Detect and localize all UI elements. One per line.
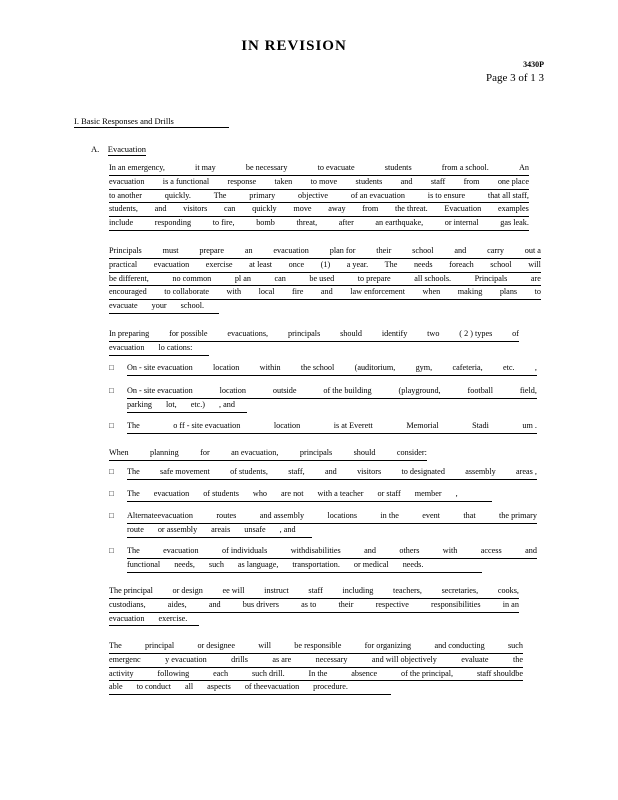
word-group: for possible xyxy=(169,329,208,338)
word-group: the school xyxy=(300,363,335,372)
word-group: when xyxy=(422,287,441,297)
word-group: instruct xyxy=(264,586,289,595)
word-group: and xyxy=(208,599,221,609)
word-group: within xyxy=(259,363,281,372)
word-group: In the xyxy=(308,668,328,678)
word-group: in the xyxy=(380,511,399,520)
word-group: students, xyxy=(109,204,138,214)
text-line xyxy=(109,245,541,259)
word-group: from xyxy=(362,204,379,214)
word-group: must xyxy=(162,246,179,255)
word-group: and assembly xyxy=(259,511,305,520)
word-group: principal xyxy=(145,641,175,650)
word-group: location xyxy=(273,421,301,430)
word-group: access xyxy=(480,546,502,555)
word-group: needs xyxy=(413,259,433,269)
word-group: will xyxy=(528,259,541,269)
word-group: y evacuation xyxy=(165,654,207,664)
bullet-text xyxy=(127,385,537,413)
word-group: students xyxy=(355,176,383,186)
word-group: aspects xyxy=(207,682,231,692)
word-group: and conducting xyxy=(434,641,485,650)
word-group: The xyxy=(213,190,227,200)
word-group: The xyxy=(384,259,398,269)
word-group: transportation. xyxy=(292,559,340,569)
word-group: and xyxy=(320,287,333,297)
word-group: areais xyxy=(211,524,231,534)
word-group: field, xyxy=(519,386,537,395)
word-group: , and xyxy=(219,399,235,409)
word-group: exercise. xyxy=(158,613,188,623)
word-group: of xyxy=(512,329,519,338)
word-group: once xyxy=(288,259,305,269)
bullet-icon: □ xyxy=(109,421,114,430)
word-group: The xyxy=(127,546,140,555)
word-group: location xyxy=(213,363,240,372)
word-group: to prepare xyxy=(357,273,391,283)
word-group: school xyxy=(490,259,512,269)
word-group: principals xyxy=(299,448,333,457)
word-group: The xyxy=(127,489,140,498)
word-group: Evacuation xyxy=(444,204,482,214)
word-group: consider: xyxy=(396,448,427,457)
word-group: When xyxy=(109,448,129,457)
bullet-icon: □ xyxy=(109,386,114,395)
word-group: an evacuation, xyxy=(231,448,279,457)
word-group: can xyxy=(224,204,236,214)
text-line xyxy=(127,545,537,559)
word-group: school xyxy=(412,246,434,255)
word-group: gas leak. xyxy=(500,218,529,228)
word-group: your xyxy=(151,301,167,311)
text-line xyxy=(109,259,541,273)
word-group: football xyxy=(467,386,493,395)
text-line xyxy=(127,420,537,434)
word-group: is to ensure xyxy=(427,190,466,200)
text-line xyxy=(127,466,537,480)
bullet-icon: □ xyxy=(109,546,114,555)
word-group: to fire, xyxy=(212,218,235,228)
word-group: An xyxy=(518,163,529,172)
word-group: teachers, xyxy=(393,586,422,595)
word-group: o ff - site evacuation xyxy=(173,421,241,430)
word-group: staff, xyxy=(288,467,305,476)
text-line xyxy=(127,524,312,538)
word-group: to designated xyxy=(401,467,445,476)
section-heading: I. Basic Responses and Drills xyxy=(74,116,229,128)
word-group: of an evacuation xyxy=(350,190,405,200)
word-group: two xyxy=(427,329,440,338)
word-group: drills xyxy=(231,654,248,664)
subsection-label: A. xyxy=(91,144,100,154)
word-group: The xyxy=(109,641,122,650)
word-group: bus drivers xyxy=(242,599,279,609)
word-group: and will objectively xyxy=(371,654,437,664)
word-group: or medical xyxy=(353,559,389,569)
bullet-icon: □ xyxy=(109,511,114,520)
word-group: In preparing xyxy=(109,329,150,338)
word-group: move xyxy=(293,204,312,214)
word-group: should xyxy=(353,448,376,457)
word-group: Alternateevacuation xyxy=(127,511,193,520)
word-group: no common xyxy=(172,273,212,283)
word-group: foreach xyxy=(449,259,474,269)
word-group: evacuation xyxy=(109,176,145,186)
word-group: objective xyxy=(298,190,329,200)
word-group: all schools. xyxy=(414,273,452,283)
word-group: evacuation xyxy=(109,613,145,623)
word-group: their xyxy=(338,599,354,609)
word-group: are not xyxy=(281,489,304,498)
word-group: an earthquake, xyxy=(375,218,424,228)
word-group: the xyxy=(512,654,523,664)
word-group: and xyxy=(400,176,413,186)
word-group: The xyxy=(127,421,140,430)
text-line xyxy=(109,190,529,204)
word-group: that all staff, xyxy=(487,190,529,200)
text-line xyxy=(109,447,427,461)
word-group: The principal xyxy=(109,586,153,595)
word-group: In an emergency, xyxy=(109,163,165,172)
word-group: as are xyxy=(272,654,292,664)
word-group: including xyxy=(342,586,374,595)
text-line xyxy=(109,654,523,668)
word-group: following xyxy=(157,668,190,678)
text-line xyxy=(109,613,199,627)
word-group: cooks, xyxy=(497,586,519,595)
word-group: encouraged xyxy=(109,287,147,297)
word-group: others xyxy=(399,546,420,555)
text-line xyxy=(127,559,482,573)
word-group: school. xyxy=(180,301,205,311)
word-group: evacuate xyxy=(109,301,138,311)
text-line xyxy=(109,681,391,695)
word-group: (1) xyxy=(320,259,331,269)
word-group: or designee xyxy=(197,641,235,650)
word-group: as to xyxy=(301,599,317,609)
word-group: one place xyxy=(497,176,529,186)
text-line xyxy=(127,488,492,502)
word-group: law enforcement xyxy=(350,287,406,297)
word-group: necessary xyxy=(315,654,348,664)
word-group: custodians, xyxy=(109,599,146,609)
word-group: able xyxy=(109,682,123,692)
word-group: to xyxy=(534,287,541,297)
text-line xyxy=(109,599,519,613)
word-group: with xyxy=(226,287,242,297)
word-group: should xyxy=(340,329,362,338)
word-group: etc.) xyxy=(190,399,206,409)
word-group: and xyxy=(364,546,376,555)
word-group: gym, xyxy=(415,363,433,372)
word-group: for xyxy=(200,448,210,457)
word-group: of students xyxy=(203,489,239,498)
word-group: safe movement xyxy=(160,467,210,476)
word-group: to move xyxy=(310,176,338,186)
word-group: from a school. xyxy=(441,163,489,172)
word-group: it may xyxy=(195,163,216,172)
bullet-text xyxy=(127,545,537,573)
word-group: respective xyxy=(375,599,409,609)
word-group: the primary xyxy=(499,511,537,520)
word-group: ee will xyxy=(222,586,245,595)
word-group: are xyxy=(530,273,541,283)
word-group: to conduct xyxy=(136,682,171,692)
word-group: to another xyxy=(109,190,142,200)
word-group: evacuation xyxy=(153,489,190,498)
word-group: be responsible xyxy=(294,641,342,650)
text-line xyxy=(109,162,529,176)
word-group: or design xyxy=(172,586,203,595)
word-group: (auditorium, xyxy=(354,363,396,372)
word-group: all xyxy=(184,682,194,692)
word-group: in an xyxy=(502,599,519,609)
word-group: primary xyxy=(249,190,276,200)
paragraph xyxy=(109,640,523,695)
text-line xyxy=(127,385,537,399)
word-group: evacuation xyxy=(273,246,309,255)
word-group: procedure. xyxy=(313,682,348,692)
bullet-icon: □ xyxy=(109,489,114,498)
word-group: evacuation xyxy=(153,259,190,269)
word-group: of individuals xyxy=(222,546,268,555)
word-group: taken xyxy=(274,176,293,186)
word-group: response xyxy=(227,176,257,186)
word-group: Principals xyxy=(109,246,142,255)
word-group: of the principal, xyxy=(401,668,454,678)
word-group: um . xyxy=(522,421,537,430)
word-group: students xyxy=(384,163,412,172)
word-group: identify xyxy=(381,329,408,338)
word-group: staff xyxy=(308,586,323,595)
word-group: to evacuate xyxy=(317,163,355,172)
word-group: areas , xyxy=(516,467,537,476)
word-group: making xyxy=(457,287,483,297)
word-group: evacuations, xyxy=(227,329,269,338)
word-group: aides, xyxy=(167,599,187,609)
word-group: evacuation xyxy=(109,342,145,352)
word-group: locations xyxy=(327,511,358,520)
word-group: or assembly xyxy=(157,524,198,534)
word-group: as language, xyxy=(237,559,279,569)
word-group: out a xyxy=(524,246,541,255)
word-group: principals xyxy=(287,329,321,338)
word-group: activity xyxy=(109,668,134,678)
text-line xyxy=(109,640,523,654)
text-line xyxy=(109,286,541,300)
text-line xyxy=(109,328,519,342)
word-group: exercise xyxy=(205,259,233,269)
word-group: plans xyxy=(499,287,518,297)
word-group: threat, xyxy=(296,218,318,228)
text-line xyxy=(127,362,537,376)
word-group: responsibilities xyxy=(431,599,481,609)
word-group: responding xyxy=(154,218,192,228)
word-group: plan for xyxy=(329,246,356,255)
word-group: is at Everett xyxy=(333,421,373,430)
word-group: such drill. xyxy=(251,668,285,678)
word-group: staff xyxy=(430,176,446,186)
text-line xyxy=(109,217,529,231)
word-group: at least xyxy=(249,259,273,269)
subsection-title: Evacuation xyxy=(107,144,146,154)
word-group: include xyxy=(109,218,134,228)
word-group: , xyxy=(534,363,537,372)
word-group: The xyxy=(127,467,140,476)
text-line xyxy=(109,273,541,287)
word-group: evacuation xyxy=(163,546,199,555)
word-group: etc. xyxy=(502,363,515,372)
word-group: needs, xyxy=(174,559,195,569)
word-group: of theevacuation xyxy=(244,682,300,692)
word-group: location xyxy=(219,386,246,395)
word-group: fire xyxy=(292,287,304,297)
word-group: emergenc xyxy=(109,654,141,664)
word-group: lot, xyxy=(166,399,177,409)
word-group: will xyxy=(258,641,271,650)
word-group: visitors xyxy=(357,467,382,476)
word-group: absence xyxy=(351,668,378,678)
subsection-heading xyxy=(91,144,146,154)
text-line xyxy=(127,399,247,413)
bullet-text xyxy=(127,466,537,480)
word-group: ( 2 ) types xyxy=(459,329,493,338)
word-group: and xyxy=(324,467,337,476)
word-group: is a functional xyxy=(162,176,210,186)
word-group: bomb xyxy=(256,218,275,228)
text-line xyxy=(109,203,529,217)
text-line xyxy=(109,176,529,190)
document-number: 3430P xyxy=(523,60,544,69)
paragraph xyxy=(109,245,541,314)
word-group: event xyxy=(422,511,440,520)
page-title: IN REVISION xyxy=(241,38,347,54)
word-group: that xyxy=(463,511,476,520)
word-group: an xyxy=(244,246,253,255)
word-group: away xyxy=(328,204,346,214)
word-group: from xyxy=(463,176,480,186)
word-group: of the building xyxy=(323,386,372,395)
word-group: Stadi xyxy=(472,421,489,430)
text-line xyxy=(109,300,219,314)
word-group: or staff xyxy=(377,489,401,498)
word-group: with a teacher xyxy=(317,489,364,498)
page-number: Page 3 of 1 3 xyxy=(485,72,544,84)
word-group: carry xyxy=(487,246,504,255)
word-group: and xyxy=(154,204,167,214)
text-line xyxy=(109,585,519,599)
word-group: cafeteria, xyxy=(452,363,483,372)
bullet-text xyxy=(127,362,537,376)
bullet-text xyxy=(127,488,537,502)
word-group: route xyxy=(127,524,144,534)
word-group: each xyxy=(213,668,229,678)
text-line xyxy=(109,668,523,682)
word-group: staff shouldbe xyxy=(476,668,523,678)
word-group: with xyxy=(442,546,458,555)
word-group: visitors xyxy=(183,204,208,214)
word-group: needs. xyxy=(402,559,424,569)
bullet-icon: □ xyxy=(109,467,114,476)
word-group: unsafe xyxy=(244,524,266,534)
bullet-text xyxy=(127,510,537,538)
word-group: practical xyxy=(109,259,138,269)
word-group: assembly xyxy=(465,467,496,476)
word-group: be necessary xyxy=(245,163,288,172)
word-group: who xyxy=(252,489,268,498)
planning-intro xyxy=(109,447,427,461)
word-group: Principals xyxy=(474,273,508,283)
word-group: evaluate xyxy=(461,654,489,664)
word-group: after xyxy=(338,218,354,228)
word-group: (playground, xyxy=(398,386,441,395)
word-group: quickly xyxy=(252,204,277,214)
paragraph xyxy=(109,328,519,356)
word-group: secretaries, xyxy=(441,586,479,595)
bullet-icon: □ xyxy=(109,363,114,372)
word-group: examples xyxy=(497,204,529,214)
paragraph xyxy=(109,585,519,626)
word-group: the threat. xyxy=(394,204,428,214)
word-group: prepare xyxy=(199,246,224,255)
word-group: and xyxy=(454,246,467,255)
word-group: such xyxy=(208,559,224,569)
word-group: On - site evacuation xyxy=(127,386,193,395)
word-group: for organizing xyxy=(364,641,412,650)
word-group: a year. xyxy=(346,259,369,269)
word-group: On - site evacuation xyxy=(127,363,193,372)
word-group: planning xyxy=(150,448,179,457)
word-group: and xyxy=(525,546,537,555)
word-group: , and xyxy=(279,524,296,534)
word-group: , xyxy=(455,489,458,498)
word-group: be different, xyxy=(109,273,149,283)
word-group: pl an xyxy=(234,273,251,283)
paragraph xyxy=(109,162,529,231)
word-group: member xyxy=(414,489,442,498)
bullet-text xyxy=(127,420,537,434)
word-group: routes xyxy=(216,511,237,520)
word-group: withdisabilities xyxy=(290,546,341,555)
word-group: lo cations: xyxy=(158,342,193,352)
word-group: outside xyxy=(272,386,297,395)
word-group: can xyxy=(274,273,286,283)
word-group: functional xyxy=(127,559,161,569)
word-group: to collaborate xyxy=(164,287,210,297)
word-group: of students, xyxy=(230,467,268,476)
word-group: quickly. xyxy=(164,190,191,200)
text-line xyxy=(109,342,209,356)
word-group: their xyxy=(376,246,392,255)
text-line xyxy=(127,510,537,524)
word-group: or internal xyxy=(444,218,479,228)
word-group: parking xyxy=(127,399,153,409)
word-group: Memorial xyxy=(406,421,439,430)
word-group: such xyxy=(507,641,523,650)
word-group: local xyxy=(258,287,275,297)
word-group: be used xyxy=(309,273,335,283)
